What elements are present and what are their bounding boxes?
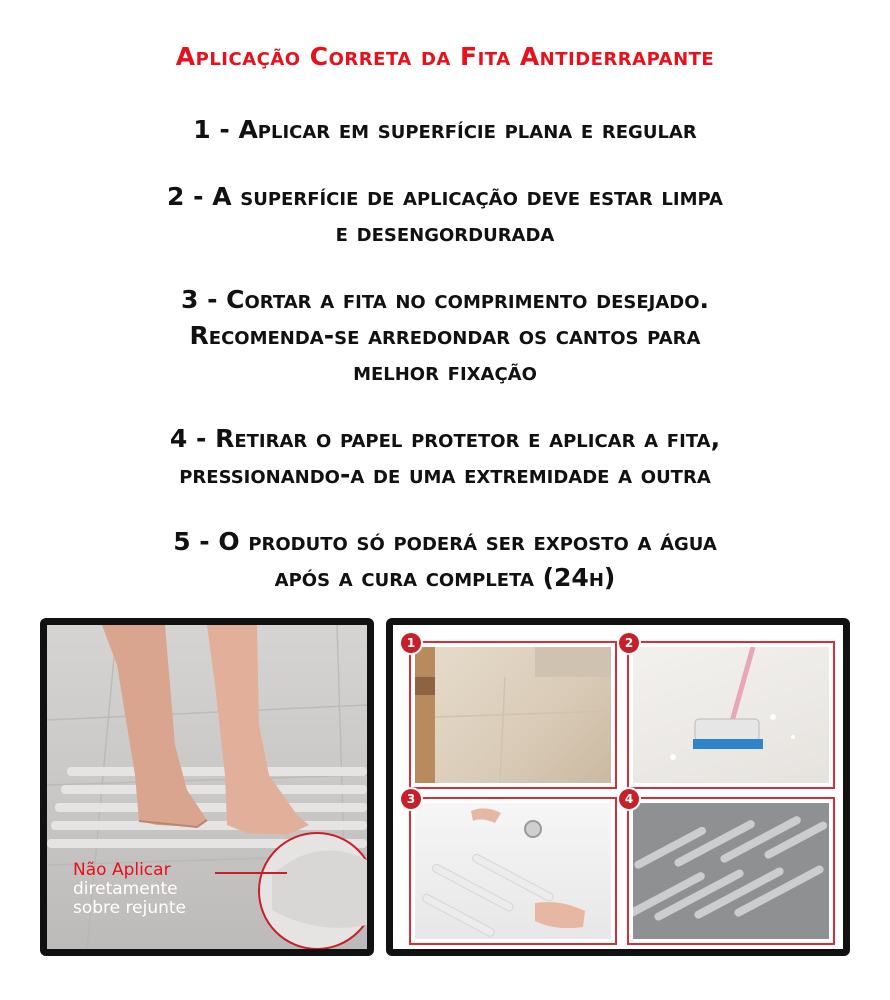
steps-photo-panel bbox=[386, 618, 850, 956]
tape-application-illustration bbox=[415, 803, 611, 939]
flat-surface-photo bbox=[415, 647, 611, 783]
step-line: 5 - O produto só poderá ser exposto a água bbox=[173, 527, 717, 556]
step-badge-1: 1 bbox=[401, 633, 421, 653]
step-line: 3 - Cortar a fita no comprimento desejado. bbox=[180, 285, 710, 314]
step-line: 2 - A superfície de aplicação deve estar limpa bbox=[167, 182, 723, 211]
feet-photo bbox=[47, 625, 367, 949]
cleaning-photo bbox=[633, 647, 829, 783]
applying-tape-photo bbox=[415, 803, 611, 939]
caption-line: diretamente bbox=[73, 879, 178, 899]
step-line: 1 - Aplicar em superfície plana e regular bbox=[193, 115, 697, 144]
step-badge-3: 3 bbox=[401, 789, 421, 809]
instruction-list bbox=[0, 112, 890, 627]
step-photo-4 bbox=[627, 797, 835, 945]
step-5 bbox=[0, 524, 890, 596]
step-1 bbox=[0, 112, 890, 148]
finished-strips-photo bbox=[633, 803, 829, 939]
flat-surface-illustration bbox=[415, 647, 611, 783]
step-photo-3 bbox=[409, 797, 617, 945]
step-line: e desengordurada bbox=[335, 218, 555, 247]
page-title: Aplicação Correta da Fita Antiderrapante bbox=[175, 42, 715, 71]
step-photo-2 bbox=[627, 641, 835, 789]
step-line: 4 - Retirar o papel protetor e aplicar a fita, bbox=[169, 424, 721, 453]
caption-line: sobre rejunte bbox=[73, 898, 186, 918]
caption-warning: Não Aplicar bbox=[73, 860, 171, 880]
step-line: Recomenda-se arredondar os cantos para bbox=[189, 321, 701, 350]
feet-photo-panel bbox=[40, 618, 374, 956]
step-badge-2: 2 bbox=[619, 633, 639, 653]
steps-photo-grid bbox=[393, 625, 843, 949]
step-line: após a cura completa (24h) bbox=[274, 563, 616, 592]
step-2 bbox=[0, 179, 890, 251]
finished-strips-illustration bbox=[633, 803, 829, 939]
warning-caption bbox=[73, 861, 186, 918]
step-badge-4: 4 bbox=[619, 789, 639, 809]
step-line: melhor fixação bbox=[353, 357, 537, 386]
step-line: pressionando-a de uma extremidade a outra bbox=[179, 460, 711, 489]
step-photo-1 bbox=[409, 641, 617, 789]
step-4 bbox=[0, 421, 890, 493]
broom-illustration bbox=[633, 647, 829, 783]
step-3 bbox=[0, 282, 890, 390]
